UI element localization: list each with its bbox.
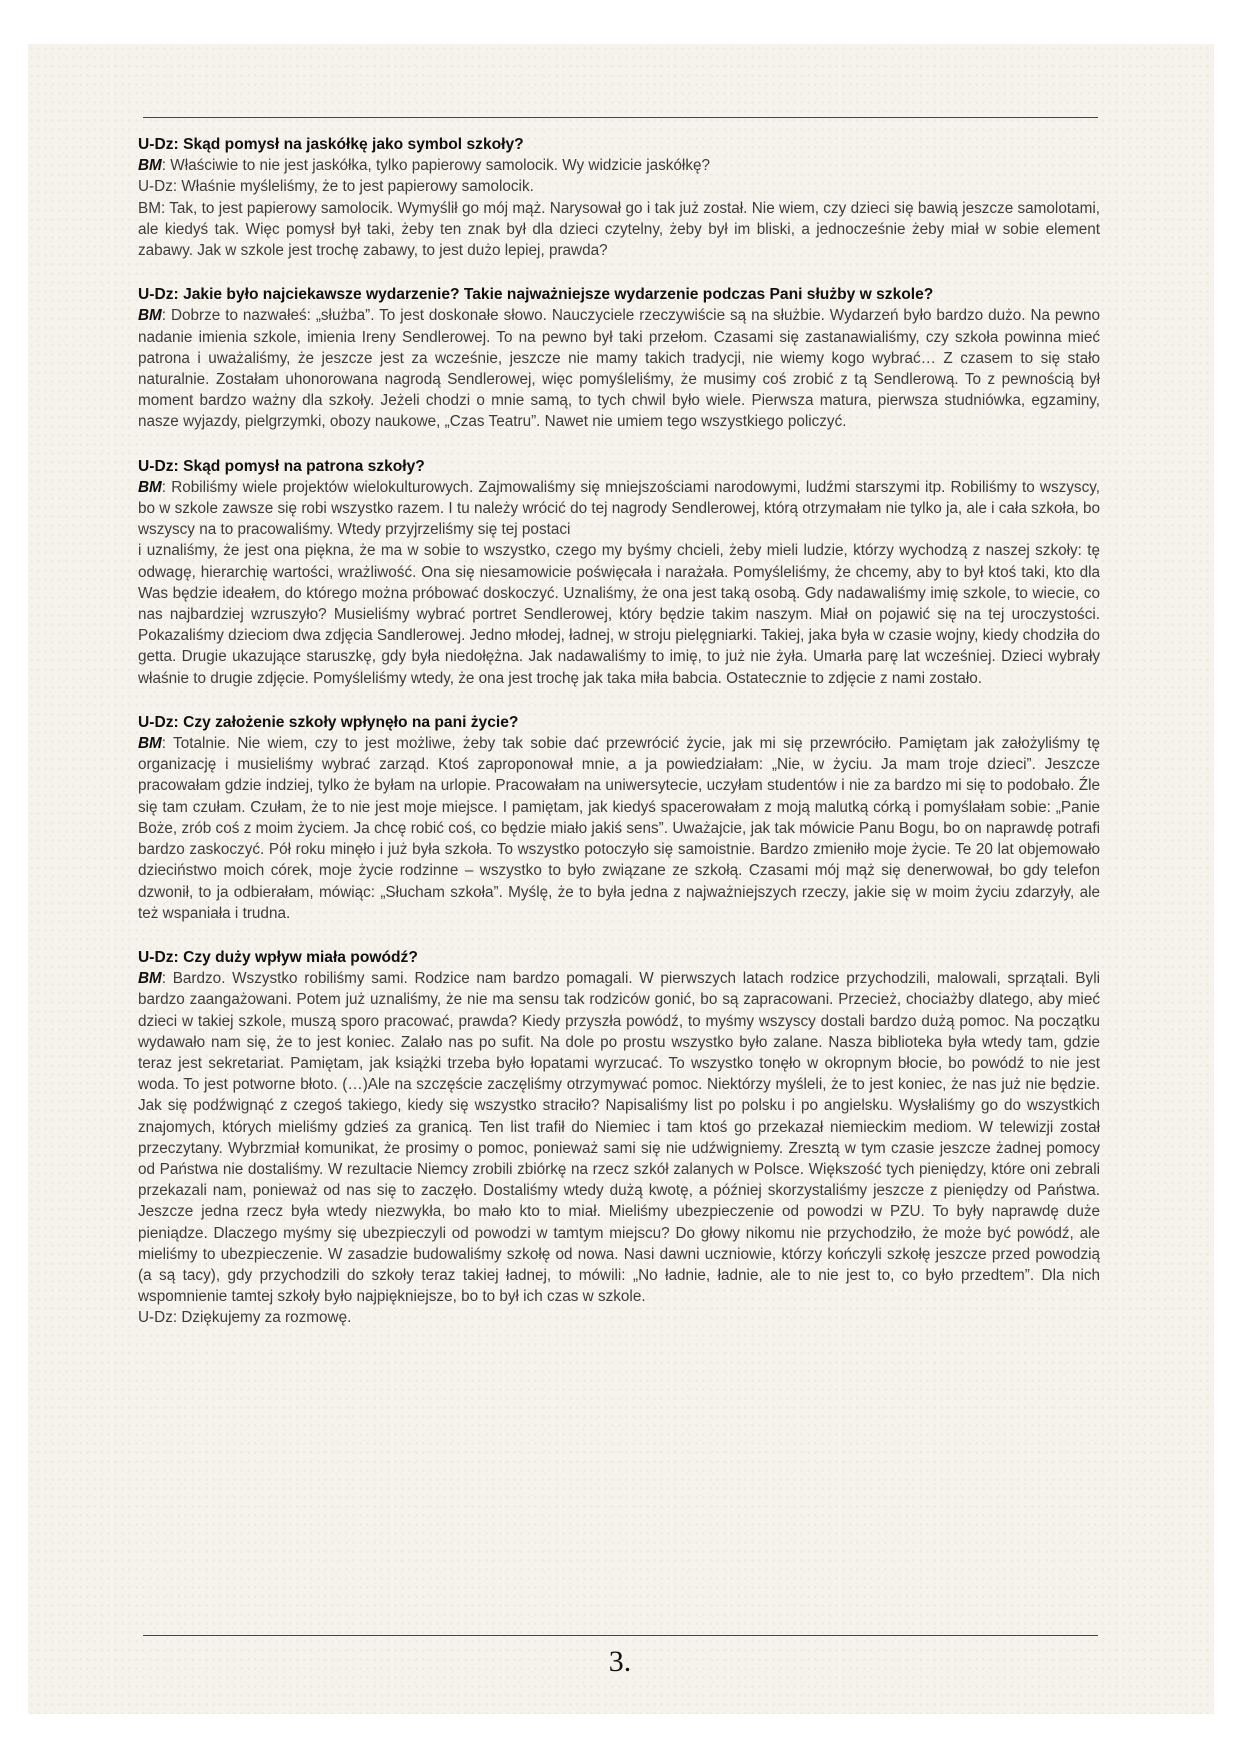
top-rule xyxy=(143,117,1098,118)
interview-section-event xyxy=(138,284,1100,432)
speaker-label: BM xyxy=(138,735,162,753)
interview-section-patron xyxy=(138,456,1100,689)
question-heading: U-Dz: Czy założenie szkoły wpłynęło na pani życie? xyxy=(138,713,519,731)
interview-section-symbol xyxy=(138,134,1100,261)
question-heading: U-Dz: Skąd pomysł na patrona szkoły? xyxy=(138,457,425,475)
interview-content xyxy=(138,134,1100,1352)
speaker-label: BM xyxy=(138,157,162,175)
speaker-label: BM xyxy=(138,970,162,988)
follow-up-answer: BM: Tak, to jest papierowy samolocik. Wymyślił go mój mąż. Narysował go i tak już został. Nie wiem, czy dzieci się bawią jeszcze samolotami, ale kiedyś tak. Więc pomysł był taki, żeby ten znak był dla dzieci czytelny, żeby był im bliski, a jednocześnie żeby miał w sobie element zabawy. Jak w szkole jest trochę zabawy, to jest dużo lepiej, prawda? xyxy=(138,199,1100,260)
follow-up-question: U-Dz: Właśnie myśleliśmy, że to jest papierowy samolocik. xyxy=(138,178,534,196)
closing-line: U-Dz: Dziękujemy za rozmowę. xyxy=(138,1309,352,1327)
interview-section-flood xyxy=(138,947,1100,1329)
speaker-label: BM xyxy=(138,307,162,325)
interview-section-life xyxy=(138,712,1100,924)
question-heading: U-Dz: Jakie było najciekawsze wydarzenie? Takie najważniejsze wydarzenie podczas Pani służby w szkole? xyxy=(138,286,934,304)
speaker-label: BM xyxy=(138,478,162,496)
answer-paragraph: BM: Bardzo. Wszystko robiliśmy sami. Rodzice nam bardzo pomagali. W pierwszych latach rodzice przychodzili, malowali, sprzątali. Byli bardzo zaangażowani. Potem już uznaliśmy, że nie ma sensu tak rodziców gonić, bo są zapracowani. Przecież, chociażby dlatego, aby mieć dzieci w takiej szkole, muszą sporo pracować, prawda? Kiedy przyszła powódź, to myśmy wszyscy dostali bardzo dużą pomoc. Na początku wydawało nam się, że to jest koniec. Zalało nas po sufit. Na dole po prostu wszystko było zalane. Nasza biblioteka była wtedy tam, gdzie teraz jest sekretariat. Pamiętam, jak książki trzeba było łopatami wyrzucać. To wszystko tonęło w okropnym błocie, bo powódź to nie jest woda. To jest potworne błoto. (…)Ale na szczęście zaczęliśmy otrzymywać pomoc. Niektórzy myśleli, że to jest koniec, że nas już nie będzie. Jak się podźwignąć z czegoś takiego, kiedy się wszystko straciło? Napisaliśmy list po polsku i po angielsku. Wysłaliśmy go do wszystkich znajomych, których mieliśmy gdzieś za granicą. Ten list trafił do Niemiec i tam ktoś go przekazał niemieckim mediom. W telewizji został przeczytany. Wybrzmiał komunikat, że prosimy o pomoc, ponieważ sami się nie udźwigniemy. Zresztą w tym czasie jeszcze żadnej pomocy od Państwa nie dostaliśmy. W rezultacie Niemcy zrobili zbiórkę na rzecz szkół zalanych w Polsce. Większość tych pieniędzy, które oni zebrali przekazali nam, ponieważ od nas się to zaczęło. Dostaliśmy wtedy dużą kwotę, a później skorzystaliśmy jeszcze z pieniędzy od Państwa. Jeszcze jedna rzecz była wtedy niezwykła, bo mało kto to miał. Mieliśmy ubezpieczenie od powodzi w PZU. To były naprawdę duże pieniądze. Dlaczego myśmy się ubezpieczyli od powodzi w tamtym miejscu? Do głowy nikomu nie przychodziło, że może być powódź, ale mieliśmy to ubezpieczenie. W zasadzie budowaliśmy szkołę od nowa. Nasi dawni uczniowie, którzy kończyli szkołę jeszcze przed powodzią (a są tacy), gdy przychodzili do szkoły teraz takiej ładnej, to mówili: „No ładnie, ładnie, ale to nie jest to, co było przedtem”. Dla nich wspomnienie tamtej szkoły było najpiękniejsze, bo to był ich czas w szkole. xyxy=(138,970,1100,1306)
bottom-rule xyxy=(143,1635,1098,1636)
answer-paragraph: BM: Totalnie. Nie wiem, czy to jest możliwe, żeby tak sobie dać przewrócić życie, jak mi się przewróciło. Pamiętam jak założyliśmy tę organizację i musieliśmy wybrać zarząd. Ktoś zaproponował mnie, a ja powiedziałam: „Nie, w życiu. Ja mam troje dzieci”. Jeszcze pracowałam gdzie indziej, tylko że byłam na urlopie. Pracowałam na uniwersytecie, uczyłam studentów i nie za bardzo mi się to podobało. Źle się tam czułam. Czułam, że to nie jest moje miejsce. I pamiętam, jak kiedyś spacerowałam z moją malutką córką i pomyślałam sobie: „Panie Boże, zrób coś z moim życiem. Ja chcę robić coś, co będzie miało jakiś sens”. Uważajcie, jak tak mówicie Panu Bogu, bo on naprawdę potrafi bardzo zaskoczyć. Pół roku minęło i już była szkoła. To wszystko potoczyło się samoistnie. Bardzo zmieniło moje życie. Te 20 lat objemowało dzieciństwo moich córek, moje życie rodzinne – wszystko to było związane ze szkołą. Czasami mój mąż się denerwował, bo gdy telefon dzwonił, to ja odbierałam, mówiąc: „Słucham szkoła”. Myślę, że to była jedna z najważniejszych rzeczy, jakie się w moim życiu zdarzyły, ale też wspaniała i trudna. xyxy=(138,735,1100,922)
answer-continuation: i uznaliśmy, że jest ona piękna, że ma w sobie to wszystko, czego my byśmy chcieli, żeby mieli ludzie, którzy wychodzą z naszej szkoły: tę odwagę, hierarchię wartości, wrażliwość. Ona się niesamowicie poświęcała i narażała. Pomyśleliśmy, że chcemy, aby to był ktoś taki, kto dla Was będzie ideałem, do którego można próbować doskoczyć. Uznaliśmy, że ona jest taką osobą. Gdy nadawaliśmy imię szkole, to wiecie, co nas najbardziej wzruszyło? Musieliśmy wybrać portret Sendlerowej, który będzie takim naszym. Miał on pojawić się na tej uroczystości. Pokazaliśmy dzieciom dwa zdjęcia Sandlerowej. Jedno młodej, ładnej, w stroju pielęgniarki. Takiej, jaka była w czasie wojny, kiedy chodziła do getta. Drugie ukazujące staruszkę, gdy była niedołężna. Jak nadawaliśmy to imię, to już nie żyła. Umarła parę lat wcześniej. Dzieci wybrały właśnie to drugie zdjęcie. Pomyśleliśmy wtedy, że ona jest trochę jak taka miła babcia. Ostatecznie to zdjęcie z nami zostało. xyxy=(138,542,1100,687)
page-number: 3. xyxy=(608,1645,632,1678)
question-heading: U-Dz: Skąd pomysł na jaskółkę jako symbol szkoły? xyxy=(138,136,524,153)
answer-paragraph: BM: Dobrze to nazwałeś: „służba”. To jest doskonałe słowo. Nauczyciele rzeczywiście są na służbie. Wydarzeń było bardzo dużo. Na pewno nadanie imienia szkole, imienia Ireny Sendlerowej. To na pewno był taki przełom. Czasami się zastanawialiśmy, czy szkoła powinna mieć patrona i uważaliśmy, że jeszcze jest za wcześnie, jeszcze nie mamy takich tradycji, nie wiemy kogo wybrać… Z czasem to się stało naturalnie. Zostałam uhonorowana nagrodą Sendlerowej, więc pomyśleliśmy, że musimy coś zrobić z tą Sendlerową. To z pewnością był moment bardzo ważny dla szkoły. Jeżeli chodzi o mnie samą, to tych chwil było wiele. Pierwsza matura, pierwsza studniówka, egzaminy, nasze wyjazdy, pielgrzymki, obozy naukowe, „Czas Teatru”. Nawet nie umiem tego wszystkiego policzyć. xyxy=(138,307,1100,431)
answer-paragraph: BM: Robiliśmy wiele projektów wielokulturowych. Zajmowaliśmy się mniejszościami narodowymi, ludźmi starszymi itp. Robiliśmy to wszyscy, bo w szkole zawsze się robi wszystko razem. I tu należy wrócić do tej nagrody Sendlerowej, którą otrzymałam nie tylko ja, ale i cała szkoła, bo wszyscy na to pracowaliśmy. Wtedy przyjrzeliśmy się tej postaci xyxy=(138,478,1100,539)
answer-paragraph: BM: Właściwie to nie jest jaskółka, tylko papierowy samolocik. Wy widzicie jaskółkę? xyxy=(138,157,710,175)
question-heading: U-Dz: Czy duży wpływ miała powódź? xyxy=(138,948,418,966)
